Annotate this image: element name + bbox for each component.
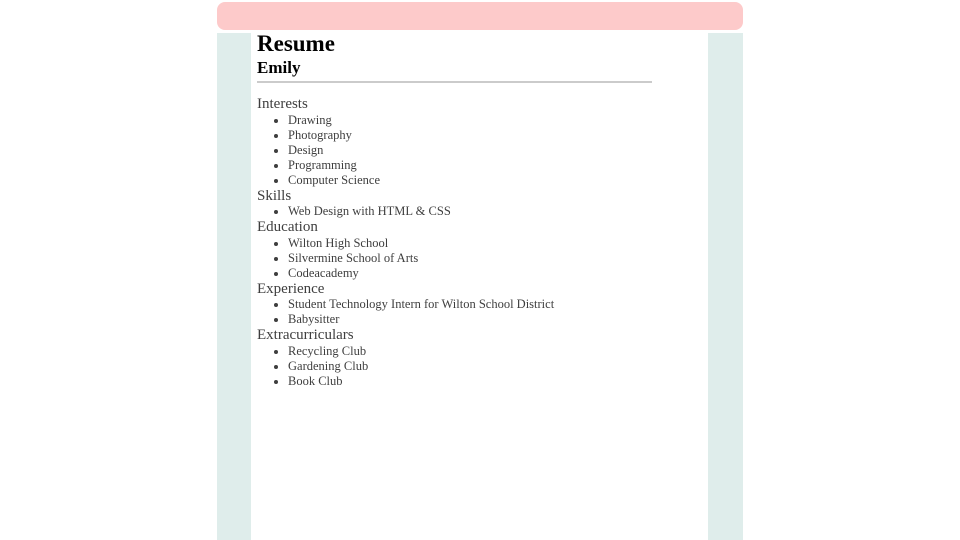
section-heading-interests: Interests (257, 96, 308, 112)
document-body (217, 33, 743, 540)
section-heading-education: Education (257, 219, 318, 235)
list-item: • Recycling Club (288, 344, 708, 359)
list-item: • Book Club (288, 374, 708, 389)
section-heading-extracurriculars: Extracurriculars (257, 327, 354, 343)
list-item: • Drawing (288, 113, 708, 128)
list-item: • Wilton High School (288, 236, 708, 251)
list-item: • Gardening Club (288, 359, 708, 374)
list-item: • Codeacademy (288, 266, 708, 281)
list-item: • Silvermine School of Arts (288, 251, 708, 266)
divider-line (257, 81, 652, 83)
resume-document (217, 0, 743, 540)
resume-content (251, 33, 708, 540)
section-heading-skills: Skills (257, 187, 292, 204)
header-banner (217, 2, 743, 30)
list-item: • Photography (288, 128, 708, 143)
interests-list (257, 113, 708, 188)
author-name: Emily (257, 58, 301, 77)
list-item: • Student Technology Intern for Wilton School District (288, 297, 708, 312)
page-title: Resume (257, 31, 335, 56)
list-item: • Babysitter (288, 312, 708, 327)
right-stripe (708, 33, 743, 540)
left-stripe (217, 33, 251, 540)
list-item: • Web Design with HTML & CSS (288, 204, 708, 219)
sections-container (257, 96, 708, 389)
extracurriculars-list (257, 344, 708, 389)
section-heading-experience: Experience (257, 280, 325, 297)
skills-list (257, 204, 708, 219)
list-item: • Programming (288, 158, 708, 173)
list-item: • Computer Science (288, 173, 708, 188)
list-item: • Design (288, 143, 708, 158)
education-list (257, 236, 708, 281)
experience-list (257, 297, 708, 327)
